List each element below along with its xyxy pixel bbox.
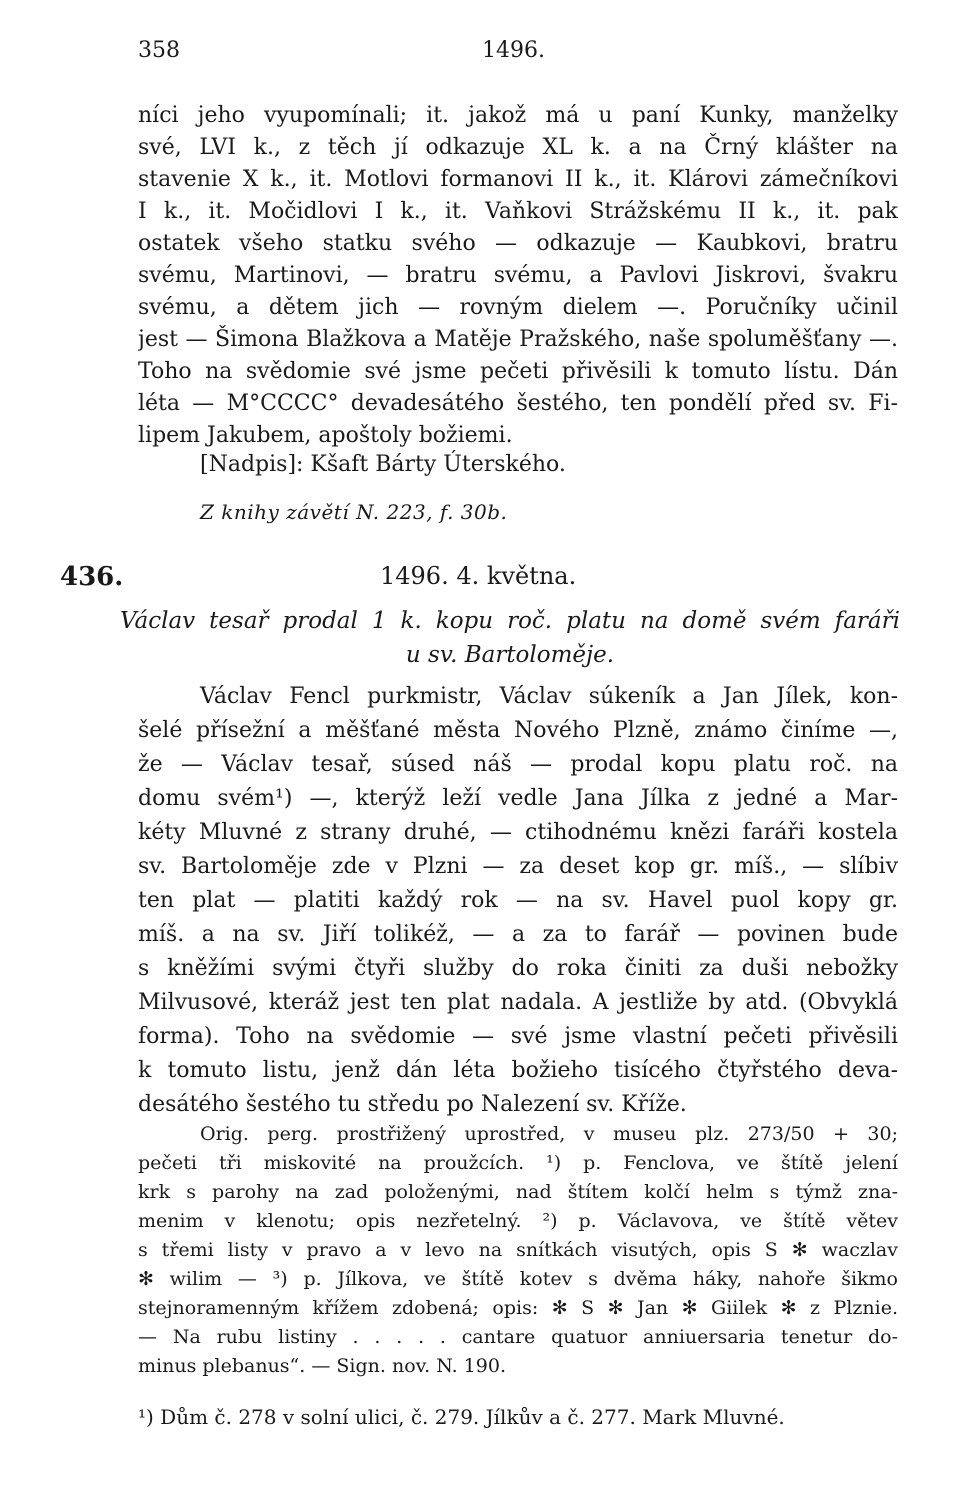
page-header bbox=[138, 38, 898, 78]
note-line: s třemi listy v pravo a v levo na snítkách visutých, opis S ✻ waczlav bbox=[138, 1239, 898, 1261]
continuation-text bbox=[138, 100, 898, 452]
text-line: k tomuto listu, jenž dán léta božieho tisícého čtyřstého deva- bbox=[138, 1058, 898, 1083]
text-line: šelé přísežní a měšťané města Nového Plzně, známo činíme —, bbox=[138, 718, 898, 743]
note-line: ✻ wilim — ³) p. Jílkova, ve štítě kotev s dvěma háky, nahoře šikmo bbox=[138, 1268, 898, 1290]
note-line: Orig. perg. prostřižený uprostřed, v museu plz. 273/50 + 30; bbox=[200, 1123, 898, 1145]
text-line: léta — M°CCCC° devadesátého šestého, ten pondělí před sv. Fi- bbox=[138, 391, 898, 416]
text-line: forma). Toho na svědomie — své jsme vlastní pečeti přivěsili bbox=[138, 1024, 898, 1049]
note-line: stejnoramenným křížem zdobená; opis: ✻ S ✻ Jan ✻ Giilek ✻ z Plznie. bbox=[138, 1297, 898, 1319]
text-line: že — Václav tesař, súsed náš — prodal kopu platu roč. na bbox=[138, 752, 898, 777]
text-line: I k., it. Močidlovi I k., it. Vaňkovi Strážskému II k., it. pak bbox=[138, 199, 898, 224]
text-line: Toho na svědomie své jsme pečeti přivěsili k tomuto lístu. Dán bbox=[138, 359, 898, 384]
text-line: svému, Martinovi, — bratru svému, a Pavlovi Jiskrovi, švakru bbox=[138, 263, 898, 288]
text-line: Václav Fencl purkmistr, Václav súkeník a Jan Jílek, kon- bbox=[200, 684, 898, 709]
text-line: kéty Mluvné z strany druhé, — ctihodnému knězi faráři kostela bbox=[138, 820, 898, 845]
regest-line: Václav tesař prodal 1 k. kopu roč. platu na domě svém faráři bbox=[120, 608, 900, 634]
text-line: své, LVI k., z těch jí odkazuje XL k. a na Črný klášter na bbox=[138, 135, 898, 160]
document-body bbox=[138, 680, 898, 1122]
note-line: — Na rubu listiny . . . . . cantare quatuor anniuersaria tenetur do- bbox=[138, 1326, 898, 1348]
page-number: 358 bbox=[138, 38, 180, 63]
text-line: desátého šestého tu středu po Nalezení sv. Kříže. bbox=[138, 1092, 687, 1117]
text-line: Milvusové, kteráž jest ten plat nadala. A jestliže by atd. (Obvyklá bbox=[138, 990, 898, 1015]
document-regest bbox=[120, 604, 900, 672]
text-line: svému, a dětem jich — rovným dielem —. Poručníky učinil bbox=[138, 295, 898, 320]
note-line: menim v klenotu; opis nezřetelný. ²) p. Václavova, ve štítě větev bbox=[138, 1210, 898, 1232]
text-line: míš. a na sv. Jiří tolikéž, — a za to farář — povinen bude bbox=[138, 922, 898, 947]
text-line: s kněžími svými čtyři služby do roka činiti za duši nebožky bbox=[138, 956, 898, 981]
note-line: pečeti tři miskovité na proužcích. ¹) p. Fenclova, ve štítě jelení bbox=[138, 1152, 898, 1174]
text-line: ostatek všeho statku svého — odkazuje — Kaubkovi, bratru bbox=[138, 231, 898, 256]
source-reference: Z knihy závětí N. 223, f. 30b. bbox=[200, 500, 508, 524]
note-line: minus plebanus“. — Sign. nov. N. 190. bbox=[138, 1355, 506, 1377]
text-line: lipem Jakubem, apoštoly božiemi. bbox=[138, 423, 513, 448]
text-line: stavenie X k., it. Motlovi formanovi II k., it. Klárovi zámečníkovi bbox=[138, 167, 898, 192]
inscription-title: [Nadpis]: Kšaft Bárty Úterského. bbox=[200, 452, 566, 477]
text-line: domu svém¹) —, kterýž leží vedle Jana Jílka z jedné a Mar- bbox=[138, 786, 898, 811]
text-line: sv. Bartoloměje zde v Plzni — za deset kop gr. míš., — slíbiv bbox=[138, 854, 898, 879]
text-line: jest — Šimona Blažkova a Matěje Pražského, naše spoluměšťany —. bbox=[138, 327, 898, 352]
document-date: 1496. 4. května. bbox=[380, 562, 577, 590]
document-number: 436. bbox=[60, 562, 124, 592]
regest-line: u sv. Bartoloměje. bbox=[405, 642, 615, 668]
text-line: ten plat — platiti každý rok — na sv. Havel puol kopy gr. bbox=[138, 888, 898, 913]
editorial-notes bbox=[138, 1120, 898, 1381]
footnote bbox=[138, 1402, 898, 1432]
footnote-line: ¹) Dům č. 278 v solní ulici, č. 279. Jílkův a č. 277. Mark Mluvné. bbox=[138, 1405, 785, 1429]
text-line: níci jeho vyupomínali; it. jakož má u paní Kunky, manželky bbox=[138, 103, 898, 128]
running-header-year: 1496. bbox=[482, 38, 545, 63]
note-line: krk s parohy na zad položenými, nad štítem kolčí helm s týmž zna- bbox=[138, 1181, 898, 1203]
